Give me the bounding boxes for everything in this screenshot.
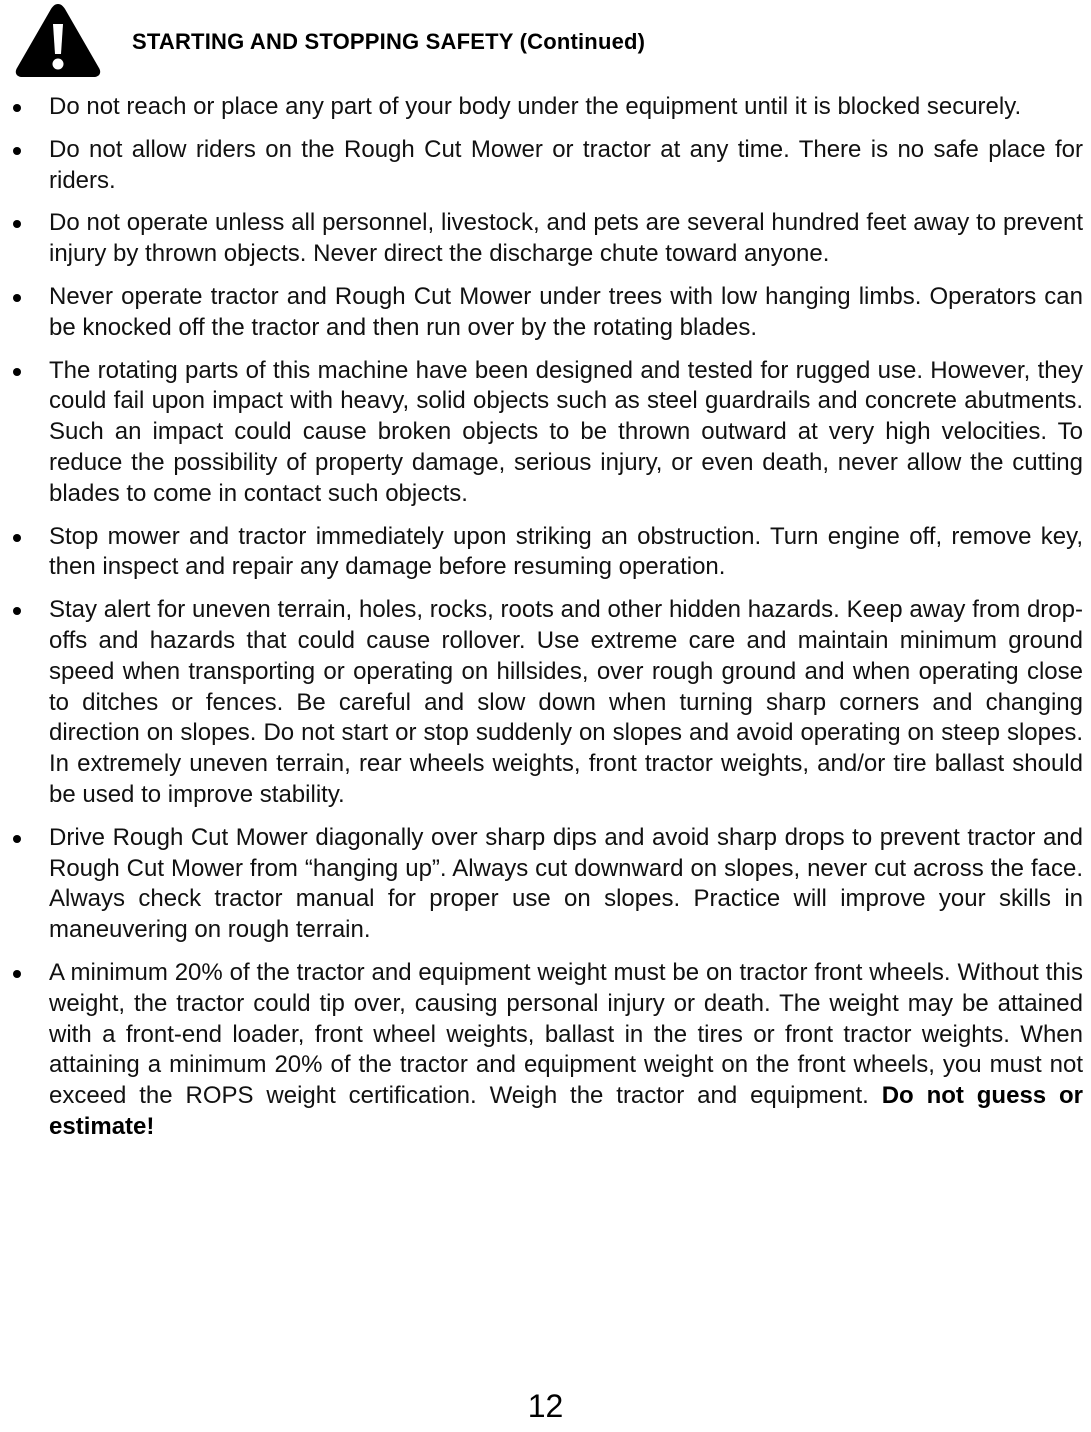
bullet-text bbox=[49, 958, 1083, 1143]
bullet-text: Do not operate unless all personnel, livestock, and pets are several hundred feet away to prevent injury by thrown objects. Never direct the discharge chute toward anyone. bbox=[49, 209, 1083, 268]
section-header bbox=[14, 2, 1074, 80]
bullet-text-body: A minimum 20% of the tractor and equipment weight must be on tractor front wheels. Without this weight, the tractor could tip over, causing personal injury or death. The weight may be attained with a front-end loader, front wheel weights, ballast in the tires or front tractor weights. When attaining a minimum 20% of the tractor and equipment weight on the front wheels, you must not exceed the ROPS weight certification. Weigh the tractor and equipment. bbox=[49, 958, 1083, 1110]
bullet-icon bbox=[13, 220, 21, 228]
list-item bbox=[0, 356, 1091, 510]
list-item bbox=[0, 135, 1091, 197]
bullet-icon bbox=[13, 607, 21, 615]
list-item bbox=[0, 282, 1091, 344]
bullet-text: Stay alert for uneven terrain, holes, rocks, roots and other hidden hazards. Keep away from drop-offs and hazards that could cause rollover. Use extreme care and maintain minimum ground speed when transporting or operating on hillsides, over rough ground and when operating close to ditches or fences. Be careful and slow down when turning sharp corners and changing direction on slopes. Do not start or stop suddenly on slopes and avoid operating on steep slopes. In extremely uneven terrain, rear wheels weights, front tractor weights, and/or tire ballast should be used to improve stability. bbox=[49, 596, 1083, 808]
bullet-text: Stop mower and tractor immediately upon striking an obstruction. Turn engine off, remove key, then inspect and repair any damage before resuming operation. bbox=[49, 522, 1083, 581]
list-item bbox=[0, 958, 1091, 1143]
bullet-icon bbox=[13, 534, 21, 542]
bullet-icon bbox=[13, 294, 21, 302]
list-item bbox=[0, 823, 1091, 946]
warning-triangle-icon bbox=[14, 2, 102, 78]
list-item bbox=[0, 92, 1091, 123]
bullet-text: Drive Rough Cut Mower diagonally over sharp dips and avoid sharp drops to prevent tractor and Rough Cut Mower from “hanging up”. Always cut downward on slopes, never cut across the face. Always check tractor manual for proper use on slopes. Practice will improve your skills in maneuvering on rough terrain. bbox=[49, 823, 1083, 944]
page-number: 12 bbox=[527, 1388, 564, 1424]
emphasis-warning: Do not guess or estimate! bbox=[49, 1082, 1084, 1140]
bullet-text: Do not allow riders on the Rough Cut Mower or tractor at any time. There is no safe place for riders. bbox=[49, 135, 1083, 194]
page-title: STARTING AND STOPPING SAFETY (Continued) bbox=[132, 29, 646, 54]
bullet-icon bbox=[13, 368, 21, 376]
safety-bullet-list bbox=[0, 92, 1091, 1155]
bullet-text: Never operate tractor and Rough Cut Mower under trees with low hanging limbs. Operators can be knocked off the tractor and then run over by the rotating blades. bbox=[49, 282, 1083, 341]
bullet-text: The rotating parts of this machine have been designed and tested for rugged use. However, they could fail upon impact with heavy, solid objects such as steel guardrails and concrete abutments. Such an impact could cause broken objects to be thrown outward at very high velocities. To reduce the possibility of property damage, serious injury, or even death, never allow the cutting blades to come in contact such objects. bbox=[49, 356, 1083, 507]
bullet-icon bbox=[13, 104, 21, 112]
bullet-text: Do not reach or place any part of your body under the equipment until it is blocked securely. bbox=[49, 93, 1022, 120]
list-item bbox=[0, 208, 1091, 270]
bullet-icon bbox=[13, 835, 21, 843]
bullet-icon bbox=[13, 147, 21, 155]
list-item bbox=[0, 595, 1091, 811]
list-item bbox=[0, 522, 1091, 584]
bullet-icon bbox=[13, 970, 21, 978]
